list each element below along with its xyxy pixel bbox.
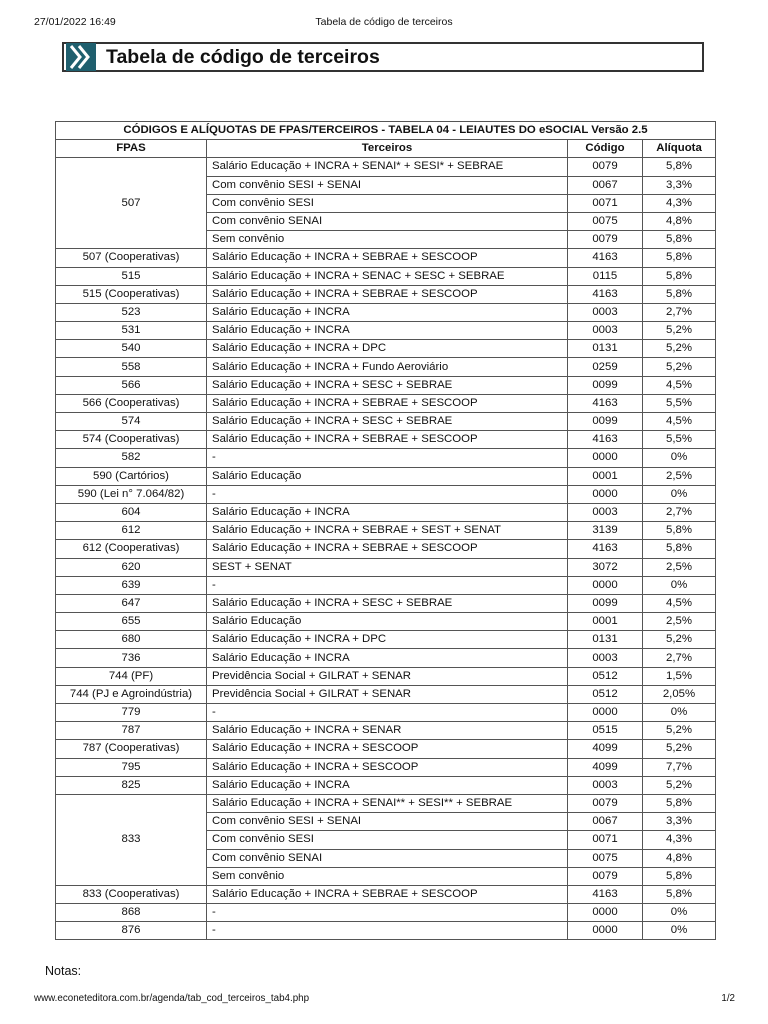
table-row [56,285,716,303]
codigo-cell: 0512 [568,685,643,703]
terceiros-cell: - [207,904,568,922]
codigo-cell: 3072 [568,558,643,576]
codigo-cell: 0079 [568,794,643,812]
table-caption-row [56,122,716,140]
fpas-cell: 744 (PJ e Agroindústria) [56,685,207,703]
aliquota-cell: 5,2% [643,358,716,376]
header-codigo: Código [568,140,643,158]
aliquota-cell: 0% [643,704,716,722]
codigo-cell: 0099 [568,413,643,431]
aliquota-cell: 5,8% [643,231,716,249]
fpas-cell: 531 [56,322,207,340]
fpas-cell: 795 [56,758,207,776]
terceiros-cell: Salário Educação + INCRA + SESCOOP [207,740,568,758]
aliquota-cell: 4,8% [643,849,716,867]
fpas-cell: 604 [56,503,207,521]
fpas-cell: 612 (Cooperativas) [56,540,207,558]
codigo-cell: 0071 [568,194,643,212]
aliquota-cell: 0% [643,904,716,922]
terceiros-cell: Salário Educação + INCRA + DPC [207,340,568,358]
codigo-cell: 0099 [568,594,643,612]
aliquota-cell: 5,8% [643,885,716,903]
codigo-cell: 0512 [568,667,643,685]
table-row [56,522,716,540]
codigo-cell: 0067 [568,813,643,831]
aliquota-cell: 5,8% [643,794,716,812]
table-row [56,922,716,940]
codigo-cell: 4163 [568,285,643,303]
fpas-cell: 574 (Cooperativas) [56,431,207,449]
terceiros-cell: - [207,922,568,940]
table-row [56,740,716,758]
terceiros-cell: Salário Educação + INCRA + SEBRAE + SESCOOP [207,249,568,267]
codigo-cell: 0067 [568,176,643,194]
table-row [56,413,716,431]
header-fpas: FPAS [56,140,207,158]
codigo-cell: 4099 [568,740,643,758]
fpas-cell: 566 (Cooperativas) [56,394,207,412]
terceiros-cell: Com convênio SESI [207,831,568,849]
table-row [56,758,716,776]
terceiros-cell: Salário Educação + INCRA [207,303,568,321]
header-aliquota: Alíquota [643,140,716,158]
codigo-cell: 4099 [568,758,643,776]
fpas-cell: 787 (Cooperativas) [56,740,207,758]
aliquota-cell: 5,2% [643,722,716,740]
aliquota-cell: 4,5% [643,413,716,431]
table-row [56,558,716,576]
table-row [56,358,716,376]
aliquota-cell: 2,5% [643,467,716,485]
aliquota-cell: 5,5% [643,431,716,449]
header-terceiros: Terceiros [207,140,568,158]
terceiros-cell: Com convênio SESI + SENAI [207,813,568,831]
aliquota-cell: 4,3% [643,831,716,849]
terceiros-cell: Salário Educação [207,613,568,631]
table-row [56,449,716,467]
aliquota-cell: 2,05% [643,685,716,703]
print-header [0,16,768,32]
terceiros-cell: Salário Educação + INCRA + SESC + SEBRAE [207,376,568,394]
table-row [56,467,716,485]
table-row [56,303,716,321]
print-title: Tabela de código de terceiros [315,16,453,28]
table-row [56,776,716,794]
terceiros-cell: Salário Educação + INCRA + SEBRAE + SESCOOP [207,285,568,303]
codigo-cell: 3139 [568,522,643,540]
aliquota-cell: 0% [643,922,716,940]
aliquota-cell: 2,7% [643,649,716,667]
codigo-cell: 0003 [568,503,643,521]
aliquota-cell: 2,5% [643,613,716,631]
terceiros-cell: Salário Educação + INCRA + SEBRAE + SEST + SENAT [207,522,568,540]
fpas-cell: 680 [56,631,207,649]
aliquota-cell: 2,7% [643,303,716,321]
fpas-cell: 868 [56,904,207,922]
aliquota-cell: 5,8% [643,267,716,285]
codigo-cell: 0515 [568,722,643,740]
codigo-cell: 0259 [568,358,643,376]
print-datetime: 27/01/2022 16:49 [34,16,116,28]
codigo-cell: 0000 [568,485,643,503]
table-body [56,158,716,940]
codigo-cell: 0079 [568,231,643,249]
codigo-cell: 0075 [568,849,643,867]
codigo-cell: 4163 [568,540,643,558]
fpas-cell: 833 (Cooperativas) [56,885,207,903]
fpas-cell: 582 [56,449,207,467]
terceiros-cell: - [207,449,568,467]
codigo-cell: 4163 [568,249,643,267]
aliquota-cell: 5,8% [643,158,716,176]
table-row [56,704,716,722]
double-chevron-right-icon [66,43,96,71]
codigo-cell: 0115 [568,267,643,285]
terceiros-cell: Salário Educação + INCRA + SEBRAE + SESCOOP [207,540,568,558]
fpas-table [55,121,716,940]
aliquota-cell: 3,3% [643,813,716,831]
codigo-cell: 0071 [568,831,643,849]
codigo-cell: 4163 [568,394,643,412]
page-title: Tabela de código de terceiros [106,45,380,68]
codigo-cell: 0131 [568,631,643,649]
fpas-cell: 566 [56,376,207,394]
terceiros-cell: Salário Educação + INCRA + SENAI* + SESI* + SEBRAE [207,158,568,176]
codigo-cell: 0001 [568,613,643,631]
terceiros-cell: Previdência Social + GILRAT + SENAR [207,667,568,685]
aliquota-cell: 4,5% [643,376,716,394]
codigo-cell: 0131 [568,340,643,358]
table-row [56,503,716,521]
aliquota-cell: 0% [643,485,716,503]
aliquota-cell: 5,2% [643,631,716,649]
table-row [56,576,716,594]
fpas-cell: 590 (Cartórios) [56,467,207,485]
table-header-row [56,140,716,158]
table-row [56,794,716,812]
fpas-cell: 515 [56,267,207,285]
table-row [56,267,716,285]
terceiros-cell: Salário Educação + INCRA + SEBRAE + SESCOOP [207,394,568,412]
fpas-cell: 515 (Cooperativas) [56,285,207,303]
fpas-cell: 507 [56,158,207,249]
terceiros-cell: Previdência Social + GILRAT + SENAR [207,685,568,703]
terceiros-cell: - [207,704,568,722]
codigo-cell: 0000 [568,704,643,722]
table-row [56,322,716,340]
aliquota-cell: 3,3% [643,176,716,194]
codigo-cell: 4163 [568,885,643,903]
terceiros-cell: Com convênio SENAI [207,849,568,867]
terceiros-cell: Salário Educação + INCRA + SEBRAE + SESCOOP [207,885,568,903]
terceiros-cell: Com convênio SENAI [207,212,568,230]
table-row [56,376,716,394]
terceiros-cell: Salário Educação + INCRA + Fundo Aeroviário [207,358,568,376]
notes-label: Notas: [45,964,82,978]
table-row [56,158,716,176]
terceiros-cell: Salário Educação + INCRA + DPC [207,631,568,649]
terceiros-cell: Salário Educação + INCRA + SENAC + SESC + SEBRAE [207,267,568,285]
terceiros-cell: Salário Educação + INCRA [207,503,568,521]
codigo-cell: 0003 [568,776,643,794]
table-caption: CÓDIGOS E ALÍQUOTAS DE FPAS/TERCEIROS - TABELA 04 - LEIAUTES DO eSOCIAL Versão 2.5 [56,122,716,140]
fpas-cell: 779 [56,704,207,722]
aliquota-cell: 4,8% [643,212,716,230]
terceiros-cell: Salário Educação + INCRA [207,776,568,794]
aliquota-cell: 0% [643,576,716,594]
codigo-cell: 4163 [568,431,643,449]
codigo-cell: 0079 [568,158,643,176]
table-row [56,613,716,631]
terceiros-cell: SEST + SENAT [207,558,568,576]
fpas-cell: 736 [56,649,207,667]
fpas-cell: 639 [56,576,207,594]
aliquota-cell: 0% [643,449,716,467]
aliquota-cell: 5,8% [643,285,716,303]
table-row [56,249,716,267]
terceiros-cell: Salário Educação + INCRA [207,649,568,667]
fpas-cell: 833 [56,794,207,885]
terceiros-cell: Com convênio SESI [207,194,568,212]
codigo-cell: 0003 [568,303,643,321]
terceiros-cell: Salário Educação + INCRA + SESC + SEBRAE [207,413,568,431]
table-row [56,904,716,922]
terceiros-cell: Salário Educação [207,467,568,485]
fpas-cell: 655 [56,613,207,631]
table-row [56,667,716,685]
fpas-cell: 540 [56,340,207,358]
fpas-cell: 590 (Lei n° 7.064/82) [56,485,207,503]
codigo-cell: 0099 [568,376,643,394]
fpas-cell: 744 (PF) [56,667,207,685]
aliquota-cell: 5,2% [643,776,716,794]
codigo-cell: 0000 [568,922,643,940]
codigo-cell: 0000 [568,449,643,467]
table-row [56,885,716,903]
codigo-cell: 0003 [568,322,643,340]
aliquota-cell: 4,5% [643,594,716,612]
codigo-cell: 0001 [568,467,643,485]
fpas-cell: 507 (Cooperativas) [56,249,207,267]
aliquota-cell: 5,2% [643,340,716,358]
aliquota-cell: 2,7% [643,503,716,521]
fpas-cell: 647 [56,594,207,612]
codigo-cell: 0000 [568,576,643,594]
terceiros-cell: - [207,576,568,594]
fpas-cell: 876 [56,922,207,940]
fpas-cell: 558 [56,358,207,376]
aliquota-cell: 5,8% [643,540,716,558]
codigo-cell: 0079 [568,867,643,885]
codigo-cell: 0003 [568,649,643,667]
footer-page-number: 1/2 [721,993,735,1004]
table-row [56,649,716,667]
aliquota-cell: 7,7% [643,758,716,776]
fpas-cell: 574 [56,413,207,431]
fpas-cell: 825 [56,776,207,794]
footer-url: www.econeteditora.com.br/agenda/tab_cod_terceiros_tab4.php [34,993,310,1004]
table-row [56,540,716,558]
table-row [56,340,716,358]
table-row [56,594,716,612]
aliquota-cell: 5,8% [643,867,716,885]
terceiros-cell: Salário Educação + INCRA + SESC + SEBRAE [207,594,568,612]
codigo-cell: 0000 [568,904,643,922]
terceiros-cell: - [207,485,568,503]
codigo-cell: 0075 [568,212,643,230]
terceiros-cell: Com convênio SESI + SENAI [207,176,568,194]
table-row [56,431,716,449]
terceiros-cell: Sem convênio [207,231,568,249]
table-row [56,685,716,703]
aliquota-cell: 5,5% [643,394,716,412]
aliquota-cell: 1,5% [643,667,716,685]
terceiros-cell: Salário Educação + INCRA [207,322,568,340]
aliquota-cell: 2,5% [643,558,716,576]
aliquota-cell: 5,8% [643,249,716,267]
aliquota-cell: 5,2% [643,740,716,758]
table-row [56,485,716,503]
fpas-cell: 787 [56,722,207,740]
aliquota-cell: 4,3% [643,194,716,212]
table-row [56,394,716,412]
terceiros-cell: Salário Educação + INCRA + SESCOOP [207,758,568,776]
aliquota-cell: 5,8% [643,522,716,540]
aliquota-cell: 5,2% [643,322,716,340]
table-row [56,722,716,740]
terceiros-cell: Salário Educação + INCRA + SEBRAE + SESCOOP [207,431,568,449]
title-banner [62,42,704,72]
terceiros-cell: Salário Educação + INCRA + SENAI** + SESI** + SEBRAE [207,794,568,812]
fpas-cell: 523 [56,303,207,321]
fpas-cell: 612 [56,522,207,540]
terceiros-cell: Salário Educação + INCRA + SENAR [207,722,568,740]
fpas-cell: 620 [56,558,207,576]
table-row [56,631,716,649]
terceiros-cell: Sem convênio [207,867,568,885]
